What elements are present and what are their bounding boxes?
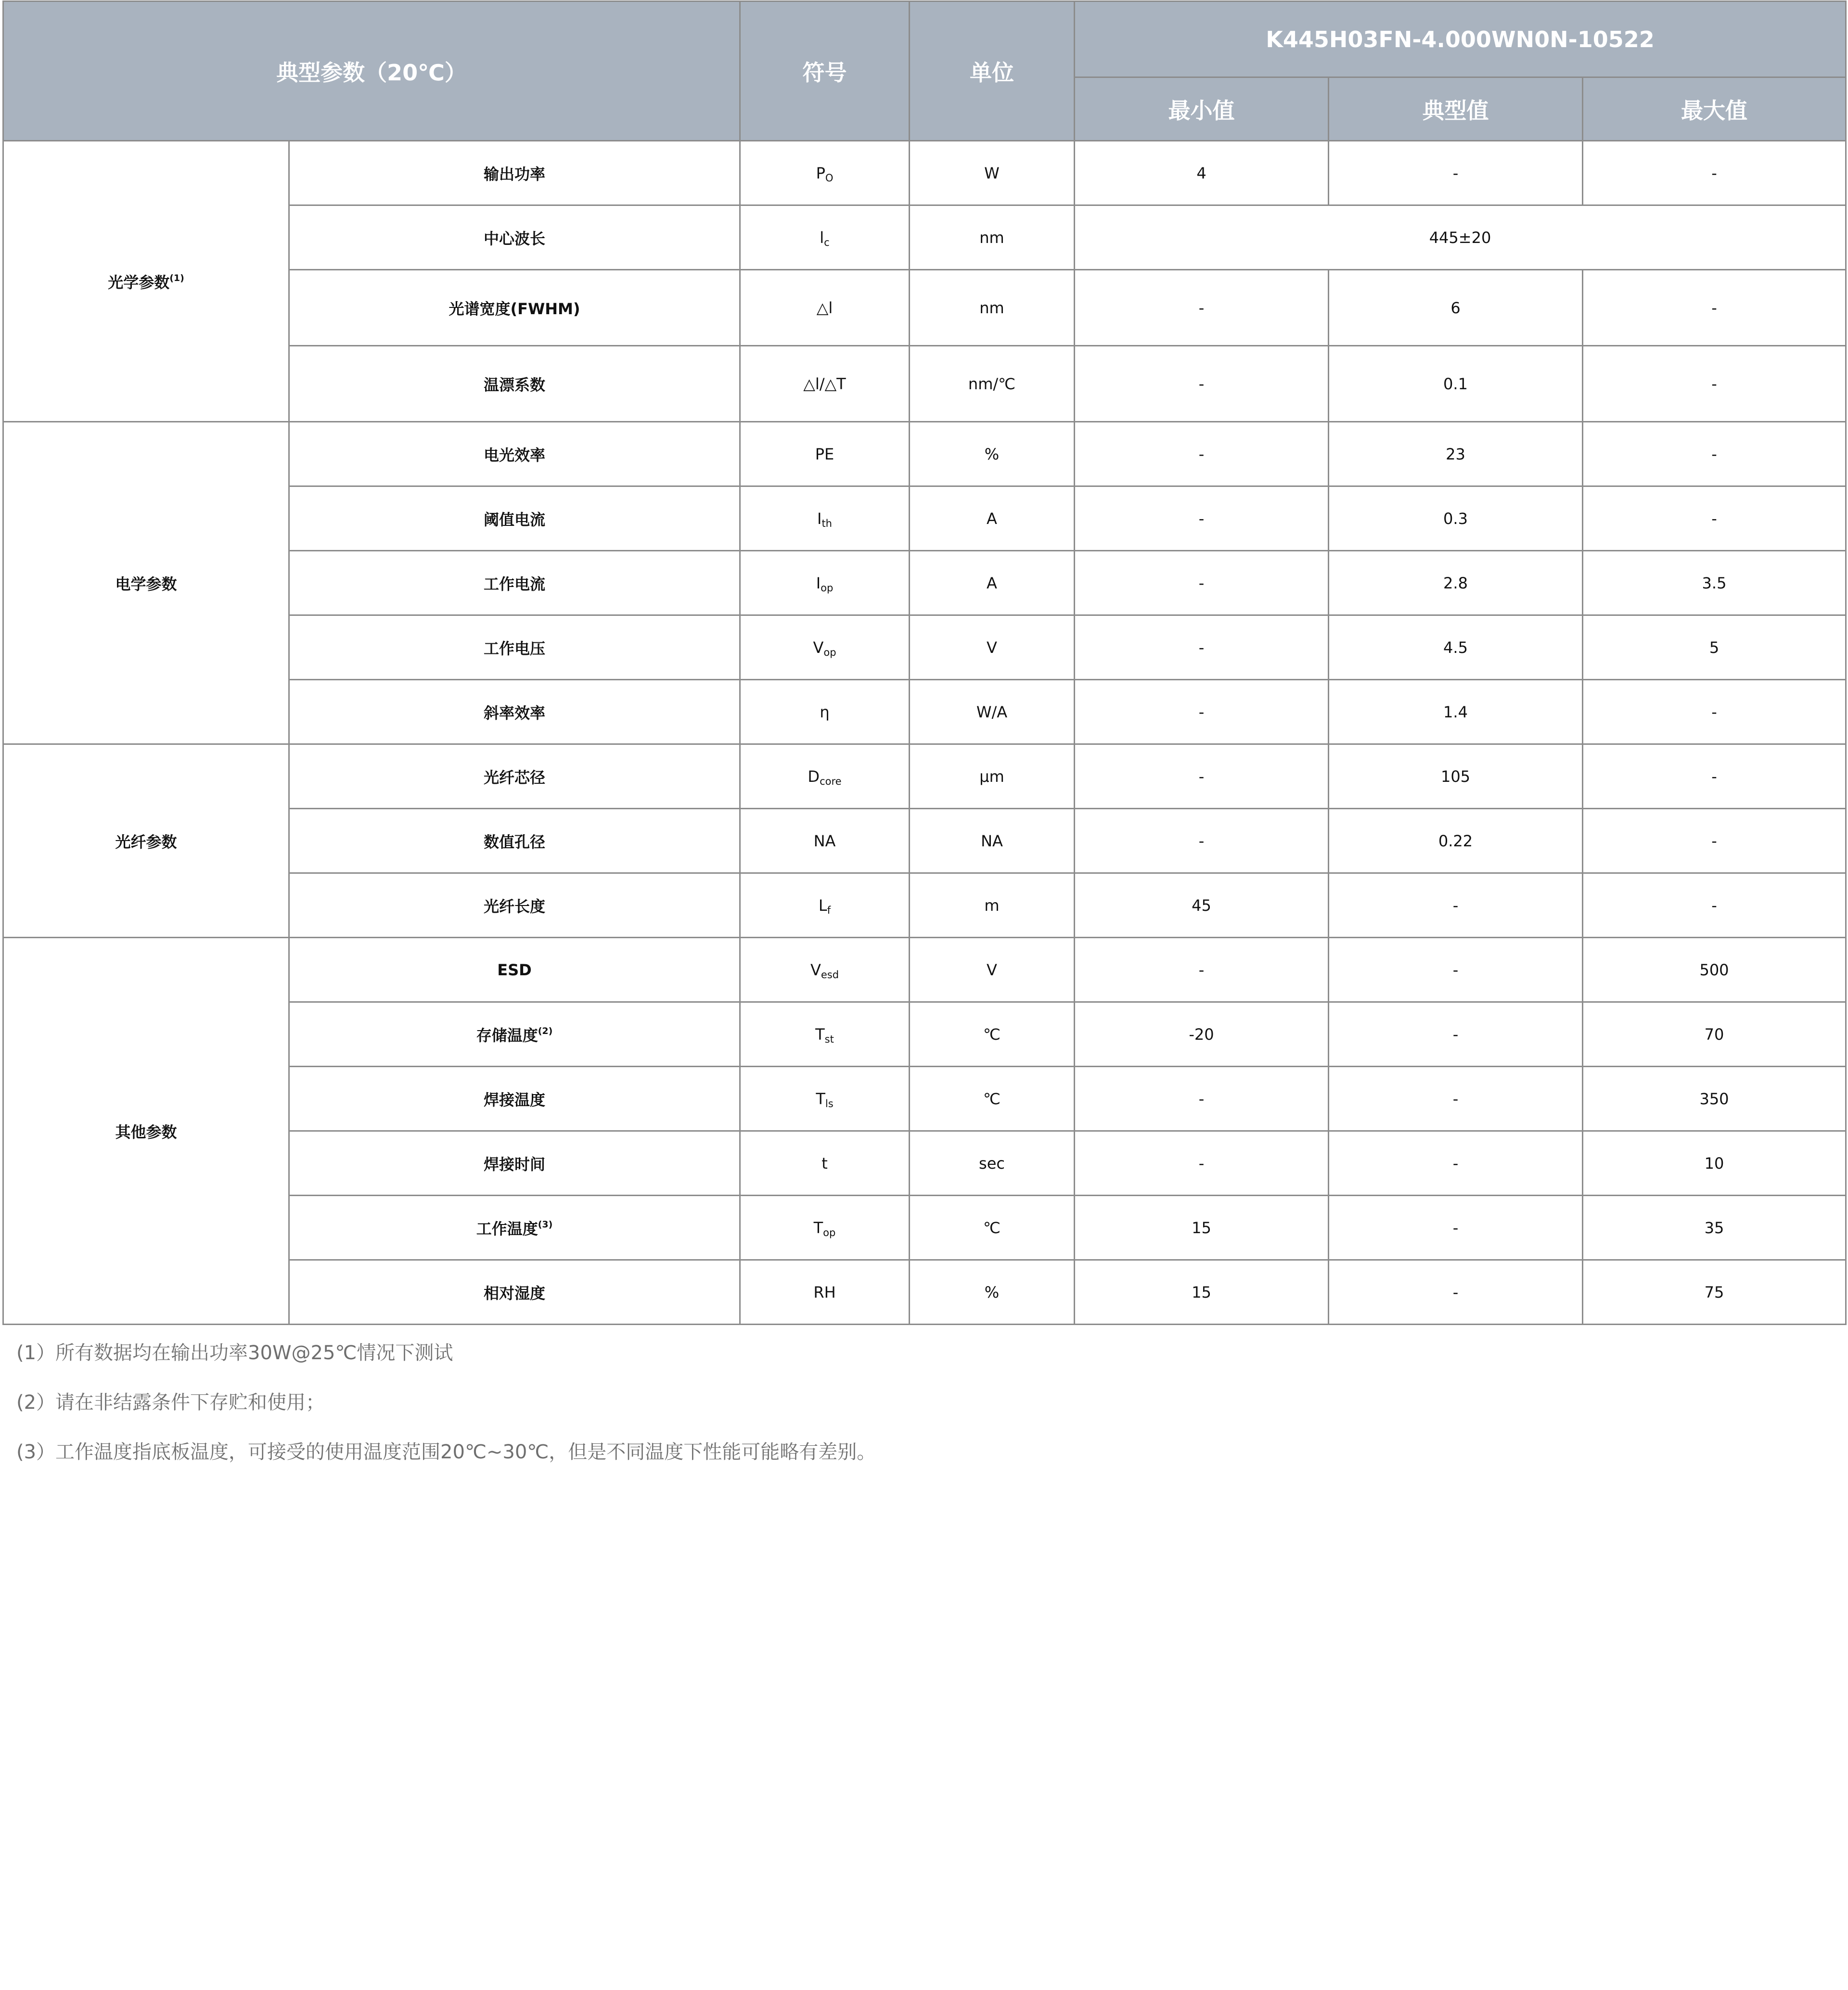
max-value-cell: 350 — [1583, 1067, 1846, 1131]
symbol-cell — [740, 1196, 910, 1260]
param-name: 工作电压 — [483, 639, 545, 658]
symbol-main: T — [813, 1218, 823, 1237]
unit-cell: V — [910, 938, 1075, 1002]
footnote-1: (1）所有数据均在输出功率30W@25℃情况下测试 — [16, 1342, 453, 1364]
table-row — [3, 141, 1846, 205]
symbol-cell — [740, 141, 910, 205]
header-model: K445H03FN-4.000WN0N-10522 — [1075, 1, 1846, 77]
symbol-main: △l — [816, 298, 833, 317]
param-footnote-ref: (3) — [538, 1219, 553, 1230]
max-value-cell: - — [1583, 744, 1846, 809]
param-cell — [289, 1131, 740, 1196]
param-name: 存储温度 — [476, 1026, 538, 1045]
param-cell — [289, 205, 740, 270]
typ-value-cell: 0.1 — [1329, 346, 1583, 422]
unit-cell: ℃ — [910, 1002, 1075, 1067]
min-value-cell: 15 — [1075, 1196, 1329, 1260]
param-name: 阈值电流 — [483, 510, 545, 529]
param-cell — [289, 680, 740, 744]
max-value-cell: - — [1583, 873, 1846, 938]
param-name: 输出功率 — [483, 165, 545, 183]
symbol-main: △l/△T — [803, 374, 846, 393]
group-label-cell — [3, 422, 289, 744]
unit-cell: ℃ — [910, 1067, 1075, 1131]
symbol-cell — [740, 938, 910, 1002]
symbol-subscript: esd — [821, 969, 839, 981]
typ-value-cell: - — [1329, 1260, 1583, 1325]
header-min: 最小值 — [1075, 77, 1329, 141]
max-value-cell: - — [1583, 346, 1846, 422]
param-name: 温漂系数 — [483, 375, 545, 394]
max-value-cell: 35 — [1583, 1196, 1846, 1260]
max-value-cell: 10 — [1583, 1131, 1846, 1196]
symbol-main: I — [816, 574, 821, 592]
symbol-subscript: O — [825, 172, 834, 184]
min-value-cell: - — [1075, 680, 1329, 744]
footnote-2: (2）请在非结露条件下存贮和使用； — [16, 1391, 325, 1414]
symbol-cell — [740, 551, 910, 615]
typ-value-cell: 23 — [1329, 422, 1583, 486]
footnote-3: (3）工作温度指底板温度，可接受的使用温度范围20℃~30℃，但是不同温度下性能可能略有差别。 — [16, 1441, 876, 1463]
spec-table — [2, 0, 1847, 1325]
symbol-cell — [740, 205, 910, 270]
max-value-cell: 500 — [1583, 938, 1846, 1002]
unit-cell: nm/℃ — [910, 346, 1075, 422]
typ-value-cell: 2.8 — [1329, 551, 1583, 615]
param-cell — [289, 270, 740, 346]
header-typ: 典型值 — [1329, 77, 1583, 141]
symbol-main: NA — [813, 831, 836, 850]
symbol-main: I — [817, 509, 822, 528]
param-cell — [289, 1067, 740, 1131]
typ-value-cell: - — [1329, 1002, 1583, 1067]
param-cell — [289, 1196, 740, 1260]
unit-cell: V — [910, 615, 1075, 680]
symbol-subscript: ls — [825, 1097, 834, 1110]
typ-value-cell: 1.4 — [1329, 680, 1583, 744]
symbol-cell — [740, 422, 910, 486]
param-name: 中心波长 — [483, 229, 545, 248]
typ-value-cell: - — [1329, 873, 1583, 938]
param-cell — [289, 938, 740, 1002]
symbol-subscript: th — [821, 517, 832, 529]
max-value-cell: 75 — [1583, 1260, 1846, 1325]
unit-cell: μm — [910, 744, 1075, 809]
group-label: 光纤参数 — [115, 832, 177, 851]
param-name: 相对湿度 — [483, 1284, 545, 1302]
param-cell — [289, 809, 740, 873]
table-row — [3, 938, 1846, 1002]
group-label: 其他参数 — [115, 1123, 177, 1141]
table-row — [3, 744, 1846, 809]
symbol-main: P — [816, 164, 825, 182]
group-label-cell — [3, 938, 289, 1325]
symbol-cell — [740, 744, 910, 809]
min-value-cell: - — [1075, 422, 1329, 486]
param-cell — [289, 346, 740, 422]
symbol-cell — [740, 680, 910, 744]
unit-cell: NA — [910, 809, 1075, 873]
unit-cell: % — [910, 1260, 1075, 1325]
symbol-main: V — [813, 638, 824, 657]
param-name: 工作电流 — [483, 574, 545, 593]
param-name: 光纤芯径 — [483, 768, 545, 787]
symbol-cell — [740, 615, 910, 680]
symbol-cell — [740, 270, 910, 346]
unit-cell: nm — [910, 205, 1075, 270]
unit-cell: % — [910, 422, 1075, 486]
symbol-main: t — [821, 1154, 828, 1173]
max-value-cell: - — [1583, 680, 1846, 744]
typ-value-cell: 105 — [1329, 744, 1583, 809]
param-name: ESD — [497, 960, 532, 979]
symbol-subscript: st — [824, 1033, 834, 1045]
typ-value-cell: - — [1329, 1067, 1583, 1131]
symbol-main: PE — [815, 445, 834, 463]
typ-value-cell: 4.5 — [1329, 615, 1583, 680]
symbol-cell — [740, 809, 910, 873]
unit-cell: nm — [910, 270, 1075, 346]
unit-cell: sec — [910, 1131, 1075, 1196]
min-value-cell: -20 — [1075, 1002, 1329, 1067]
param-name: 光谱宽度(FWHM) — [449, 299, 580, 318]
unit-cell: A — [910, 486, 1075, 551]
max-value-cell: 5 — [1583, 615, 1846, 680]
max-value-cell: 3.5 — [1583, 551, 1846, 615]
header-symbol: 符号 — [740, 1, 910, 141]
table-row — [3, 422, 1846, 486]
symbol-cell — [740, 1002, 910, 1067]
max-value-cell: 70 — [1583, 1002, 1846, 1067]
symbol-subscript: f — [827, 904, 831, 916]
param-name: 数值孔径 — [483, 832, 545, 851]
symbol-main: L — [818, 896, 827, 915]
param-cell — [289, 1260, 740, 1325]
max-value-cell: - — [1583, 141, 1846, 205]
param-cell — [289, 422, 740, 486]
param-cell — [289, 615, 740, 680]
typ-value-cell: - — [1329, 1131, 1583, 1196]
symbol-main: D — [808, 767, 820, 786]
param-name: 焊接温度 — [483, 1090, 545, 1109]
min-value-cell: - — [1075, 270, 1329, 346]
header-max: 最大值 — [1583, 77, 1846, 141]
param-name: 斜率效率 — [483, 703, 545, 722]
max-value-cell: - — [1583, 422, 1846, 486]
min-value-cell: - — [1075, 615, 1329, 680]
group-label: 电学参数 — [115, 574, 177, 593]
param-cell — [289, 744, 740, 809]
unit-cell: ℃ — [910, 1196, 1075, 1260]
typ-value-cell: - — [1329, 1196, 1583, 1260]
symbol-main: η — [820, 702, 830, 721]
unit-cell: W/A — [910, 680, 1075, 744]
min-value-cell: - — [1075, 346, 1329, 422]
unit-cell: A — [910, 551, 1075, 615]
symbol-cell — [740, 346, 910, 422]
symbol-main: V — [810, 960, 821, 979]
param-name: 电光效率 — [483, 446, 545, 464]
min-value-cell: - — [1075, 809, 1329, 873]
group-footnote-ref: (1) — [169, 272, 184, 283]
max-value-cell: - — [1583, 809, 1846, 873]
symbol-cell — [740, 1067, 910, 1131]
symbol-cell — [740, 1131, 910, 1196]
param-cell — [289, 873, 740, 938]
header-unit: 单位 — [910, 1, 1075, 141]
symbol-subscript: core — [820, 775, 842, 787]
min-value-cell: - — [1075, 1067, 1329, 1131]
symbol-cell — [740, 1260, 910, 1325]
symbol-subscript: op — [821, 582, 834, 594]
typ-value-cell: 0.22 — [1329, 809, 1583, 873]
param-name: 光纤长度 — [483, 897, 545, 916]
group-label: 光学参数 — [108, 273, 170, 292]
header-param: 典型参数（20℃） — [3, 1, 740, 141]
symbol-main: RH — [813, 1283, 836, 1301]
typ-value-cell: 0.3 — [1329, 486, 1583, 551]
typ-value-cell: 6 — [1329, 270, 1583, 346]
max-value-cell: - — [1583, 486, 1846, 551]
merged-value-cell: 445±20 — [1075, 205, 1846, 270]
param-name: 工作温度 — [476, 1219, 538, 1238]
min-value-cell: 15 — [1075, 1260, 1329, 1325]
min-value-cell: 45 — [1075, 873, 1329, 938]
symbol-cell — [740, 486, 910, 551]
symbol-subscript: op — [823, 1226, 836, 1238]
unit-cell: m — [910, 873, 1075, 938]
min-value-cell: - — [1075, 744, 1329, 809]
footnotes — [16, 1340, 1835, 1489]
symbol-cell — [740, 873, 910, 938]
min-value-cell: - — [1075, 486, 1329, 551]
group-label-cell — [3, 141, 289, 422]
param-cell — [289, 1002, 740, 1067]
table-header — [3, 1, 1846, 141]
min-value-cell: - — [1075, 938, 1329, 1002]
symbol-main: T — [816, 1089, 825, 1108]
symbol-subscript: op — [823, 646, 836, 658]
symbol-subscript: c — [824, 236, 830, 248]
min-value-cell: - — [1075, 551, 1329, 615]
min-value-cell: 4 — [1075, 141, 1329, 205]
param-name: 焊接时间 — [483, 1155, 545, 1174]
max-value-cell: - — [1583, 270, 1846, 346]
table-body — [3, 141, 1846, 1325]
typ-value-cell: - — [1329, 141, 1583, 205]
param-cell — [289, 551, 740, 615]
group-label-cell — [3, 744, 289, 938]
typ-value-cell: - — [1329, 938, 1583, 1002]
param-cell — [289, 141, 740, 205]
symbol-main: T — [815, 1025, 825, 1044]
param-cell — [289, 486, 740, 551]
unit-cell: W — [910, 141, 1075, 205]
param-footnote-ref: (2) — [538, 1025, 553, 1036]
symbol-main: l — [820, 228, 824, 247]
min-value-cell: - — [1075, 1131, 1329, 1196]
